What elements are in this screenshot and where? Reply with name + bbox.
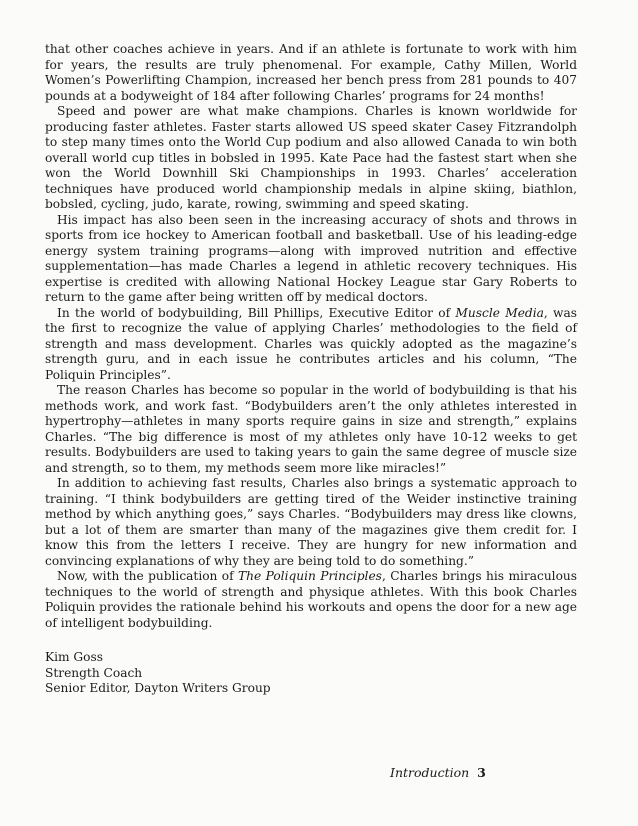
text-run: Now, with the publication of	[57, 569, 239, 583]
paragraph	[45, 213, 577, 306]
text-run: , was the first to recognize the value of applying Charles’ methodologies to the field of strength and mass development. Charles was quickly adopted as the magazine’s strength guru, and in each issue he contributes articles and his column, “The Poliquin Principles”.	[45, 305, 578, 382]
page-content	[45, 42, 577, 697]
text-run: Speed and power are what make champions. Charles is known worldwide for producing faster athletes. Faster starts allowed US speed skater Casey Fitzrandolph to step many times onto the World Cup podium and also allowed Canada to win both overall world cup titles in bobsled in 1995. Kate Pace had the fastest start when she won the World Downhill Ski Championships in 1993. Charles’ acceleration techniques have produced world championship medals in alpine skiing, biathlon, bobsled, cycling, judo, karate, rowing, swimming and speed skating.	[45, 104, 577, 211]
text-run: that other coaches achieve in years. And if an athlete is fortunate to work with him for years, the results are truly phenomenal. For example, Cathy Millen, World Women’s Powerlifting Champion, increased her bench press from 281 pounds to 407 pounds at a bodyweight of 184 after following Charles’ programs for 24 months!	[45, 42, 577, 103]
text-run: The reason Charles has become so popular in the world of bodybuilding is that his methods work, and work fast. “Bodybuilders aren’t the only athletes interested in hypertrophy—athletes in many sports require gains in size and strength,” explains Charles. “The big difference is most of my athletes only have 10-12 weeks to get results. Bodybuilders are used to taking years to gain the same degree of muscle size and strength, so to them, my methods seem more like miracles!”	[45, 383, 577, 475]
paragraph	[45, 476, 577, 569]
italic-title: The Poliquin Principles	[238, 569, 382, 583]
paragraph	[45, 104, 577, 213]
paragraph	[45, 42, 577, 104]
paragraph	[45, 383, 577, 476]
signature-affiliation: Senior Editor, Dayton Writers Group	[45, 681, 271, 695]
signature-name: Kim Goss	[45, 650, 104, 664]
paragraph	[45, 306, 577, 384]
text-run: His impact has also been seen in the increasing accuracy of shots and throws in sports from ice hockey to American football and basketball. Use of his leading-edge energy system training programs—along with improved nutrition and effective supplementation—has made Charles a legend in athletic recovery techniques. His expertise is credited with allowing National Hockey League star Gary Roberts to return to the game after being written off by medical doctors.	[45, 212, 577, 304]
signature-block	[45, 650, 577, 697]
text-run: In addition to achieving fast results, Charles also brings a systematic approach to training. “I think bodybuilders are getting tired of the Weider instinctive training method by which anything goes,” says Charles. “Bodybuilders may dress like clowns, but a lot of them are smarter than many of the magazines give them credit for. I know this from the letters I receive. They are hungry for new information and convincing explanations of why they are being told to do something.”	[45, 476, 577, 568]
page-number: 3	[477, 765, 486, 780]
italic-title: Muscle Media	[455, 305, 544, 320]
footer-section-label: Introduction	[390, 765, 470, 780]
page-footer	[390, 765, 486, 780]
body-text	[45, 42, 577, 631]
text-run: In the world of bodybuilding, Bill Phillips, Executive Editor of	[57, 305, 456, 320]
text-run: , Charles brings his miraculous techniques to the world of strength and physique athletes. With this book Charles Poliquin provides the rationale behind his workouts and opens the door for a new age of intelligent bodybuilding.	[45, 569, 578, 630]
signature-title: Strength Coach	[45, 665, 143, 680]
paragraph	[45, 569, 577, 631]
